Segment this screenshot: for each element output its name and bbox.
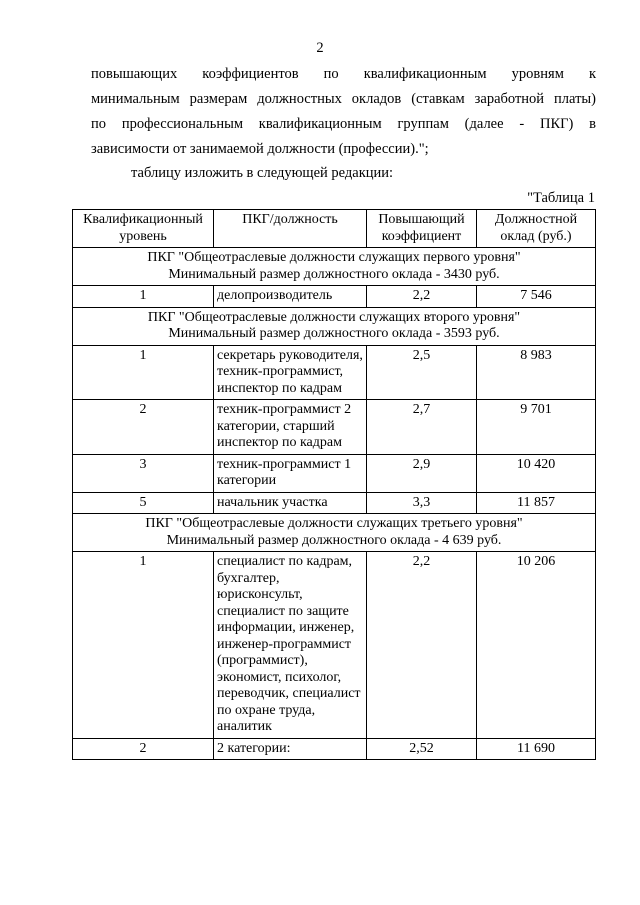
group-title: ПКГ "Общеотраслевые должности служащих первого уровня" [147,250,521,265]
table-header-row [73,210,596,248]
group-title: ПКГ "Общеотраслевые должности служащих второго уровня" [147,309,521,325]
header-salary: Должностной оклад (руб.) [477,210,596,248]
cell-level: 3 [73,454,214,492]
group-subtitle: Минимальный размер должностного оклада - 3430 руб. [168,266,500,282]
cell-coefficient: 2,9 [367,454,477,492]
paragraph-line: повышающих коэффициентов по квалификационным уровням к [91,66,596,82]
cell-salary: 10 206 [477,552,596,739]
cell-level: 2 [73,400,214,455]
body-paragraph [91,62,596,162]
cell-position: начальник участка [214,492,367,514]
cell-coefficient: 2,2 [367,552,477,739]
cell-salary: 11 857 [477,492,596,514]
paragraph-line: по профессиональным квалификационным группам (далее - ПКГ) в [91,116,596,132]
cell-position: 2 категории: [214,738,367,760]
cell-coefficient: 2,5 [367,345,477,400]
cell-position: секретарь руководителя, техник-программист, инспектор по кадрам [214,345,367,400]
cell-salary: 11 690 [477,738,596,760]
page-number: 2 [316,40,324,56]
cell-position: техник-программист 1 категории [214,454,367,492]
table-caption: "Таблица 1 [527,190,595,206]
cell-level: 1 [73,286,214,308]
cell-salary: 9 701 [477,400,596,455]
group-header-row [73,248,596,286]
header-level: Квалификационный уровень [73,210,214,248]
salary-table [72,209,596,760]
table-row [73,400,596,455]
table-row [73,286,596,308]
group-subtitle: Минимальный размер должностного оклада - 3593 руб. [168,326,500,341]
cell-level: 2 [73,738,214,760]
cell-salary: 7 546 [477,286,596,308]
cell-level: 5 [73,492,214,514]
cell-coefficient: 3,3 [367,492,477,514]
cell-coefficient: 2,2 [367,286,477,308]
group-subtitle: Минимальный размер должностного оклада - 4 639 руб. [166,532,502,548]
table-row [73,454,596,492]
group-header-row [73,514,596,552]
cell-position: техник-программист 2 категории, старший инспектор по кадрам [214,400,367,455]
table-row [73,552,596,739]
header-coefficient: Повышающий коэффициент [367,210,477,248]
paragraph-line: зависимости от занимаемой должности (профессии)."; [91,141,429,157]
cell-salary: 10 420 [477,454,596,492]
cell-position: специалист по кадрам, бухгалтер, юрисконсульт, специалист по защите информации, инженер, инженер-программист (программист), экономист, психолог, переводчик, специалист по охране труда, аналитик [214,552,367,739]
header-position: ПКГ/должность [214,210,367,248]
table-row [73,492,596,514]
cell-level: 1 [73,552,214,739]
table-row [73,345,596,400]
cell-coefficient: 2,52 [367,738,477,760]
group-header-row [73,307,596,345]
instruction-text: таблицу изложить в следующей редакции: [131,165,394,181]
cell-salary: 8 983 [477,345,596,400]
cell-coefficient: 2,7 [367,400,477,455]
table-row [73,738,596,760]
cell-level: 1 [73,345,214,400]
paragraph-line: минимальным размерам должностных окладов (ставкам заработной платы) [91,91,596,107]
cell-position: делопроизводитель [214,286,367,308]
group-title: ПКГ "Общеотраслевые должности служащих третьего уровня" [145,516,523,531]
